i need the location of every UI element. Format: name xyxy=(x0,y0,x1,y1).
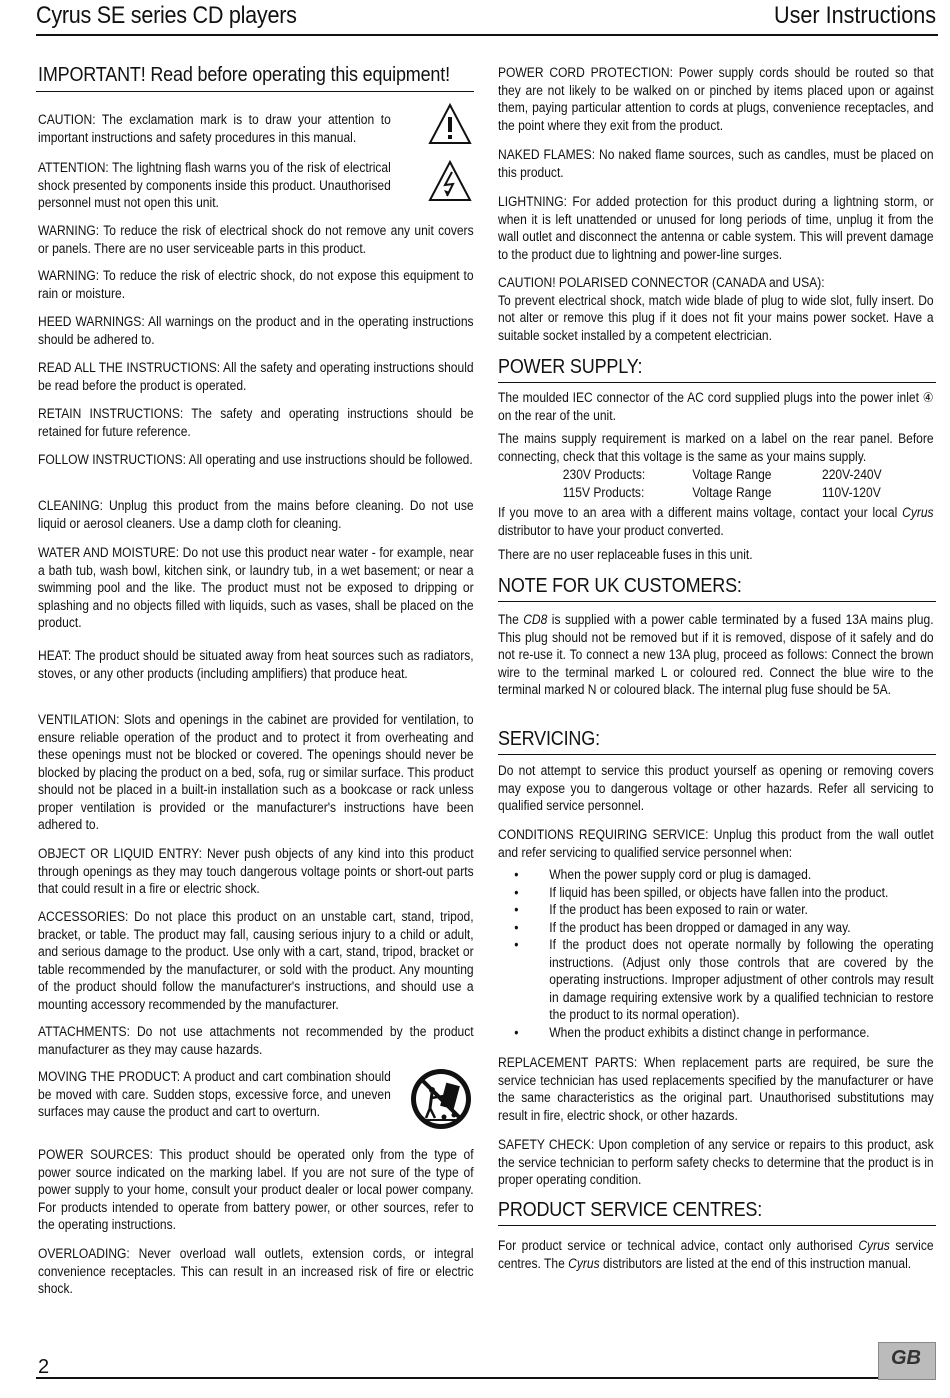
power-supply-heading: POWER SUPPLY: xyxy=(498,356,643,378)
attachments-text: ATTACHMENTS: Do not use attachments not recommended by the product manufacturer as they may cause hazards. xyxy=(38,1024,474,1057)
caution-text: CAUTION: The exclamation mark is to draw your attention to important instructions and safety procedures in this manual. xyxy=(38,112,391,145)
cleaning-text: CLEANING: Unplug this product from the mains before cleaning. Do not use liquid or aerosol cleaners. Use a damp cloth for cleaning. xyxy=(38,498,474,531)
ventilation-text: VENTILATION: Slots and openings in the cabinet are provided for ventilation, to ensure reliable operation of the product and to protect it from overheating and these openings must not be blocked or covered. The openings should never be blocked by placing the product on a bed, sofa, rug or similar surface. This product should not be placed in a built-in installation such as a bookcase or rack unless proper ventilation is provided or the manufacturer's instructions have been adhered to. xyxy=(38,712,474,832)
power-sources-text: POWER SOURCES: This product should be operated only from the type of power source indicated on the marking label. If you are not sure of the type of power supply to your home, consult your product dealer or local power company. For products intended to operate from battery power, or other sources, refer to the operating instructions. xyxy=(38,1147,474,1232)
fuses-text: There are no user replaceable fuses in this unit. xyxy=(498,547,753,562)
naked-flames-text: NAKED FLAMES: No naked flame sources, such as candles, must be placed on this product. xyxy=(498,147,934,180)
uk-text-a: The xyxy=(498,612,519,627)
object-entry-text: OBJECT OR LIQUID ENTRY: Never push objects of any kind into this product through openings as they may touch dangerous voltage points or short-out parts that could result in a fire or electric shock. xyxy=(38,846,474,896)
model-name: CD8 xyxy=(523,612,548,627)
uk-customers-heading: NOTE FOR UK CUSTOMERS: xyxy=(498,575,742,597)
inlet-text-a: The moulded IEC connector of the AC cord supplied plugs into the power inlet xyxy=(498,390,919,405)
follow-instructions-text: FOLLOW INSTRUCTIONS: All operating and use instructions should be followed. xyxy=(38,452,473,467)
lightning-triangle-icon xyxy=(428,160,472,202)
overloading-text: OVERLOADING: Never overload wall outlets, extension cords, or integral convenience receptacles. This can result in an increased risk of fire or electric shock. xyxy=(38,1246,474,1296)
centres-text-b: service centres. The xyxy=(498,1238,934,1271)
lightning-text: LIGHTNING: For added protection for this product during a lightning storm, or when it is left unattended or unused for long periods of time, unplug it from the wall outlet and disconnect the antenna or cable system. This will prevent damage to the product due to lightning and power-line surges. xyxy=(498,194,934,262)
voltage-product: 230V Products: xyxy=(562,467,646,482)
voltage-range: 110V-120V xyxy=(822,484,881,500)
list-item-text: If the product has been exposed to rain or water. xyxy=(549,902,808,917)
voltage-row xyxy=(498,466,934,484)
moving-product-text: MOVING THE PRODUCT: A product and cart combination should be moved with care. Sudden stops, excessive force, and uneven surfaces may cause the product and cart to overturn. xyxy=(38,1069,391,1119)
uk-text-b: is supplied with a power cable terminated by a fused 13A mains plug. This plug should not be removed but if it is removed, dispose of it safely and do not re-use it. To connect a new 13A plug, proceed as follows: Connect the brown wire to the terminal marked L or coloured red. Connect the blue wire to the terminal marked N or coloured black. The internal plug fuse should be 5A. xyxy=(498,612,934,697)
bullet: • xyxy=(514,937,519,952)
footer-rule xyxy=(36,1377,878,1379)
mains-requirement-text: The mains supply requirement is marked on a label on the rear panel. Before connecting, check that this voltage is the same as your mains supply. xyxy=(498,431,934,464)
warning-moisture-text: WARNING: To reduce the risk of electric shock, do not expose this equipment to rain or moisture. xyxy=(38,268,474,301)
list-item xyxy=(498,919,934,937)
polarised-title: CAUTION! POLARISED CONNECTOR (CANADA and USA): xyxy=(498,275,825,290)
warning-covers-text: WARNING: To reduce the risk of electrical shock do not remove any unit covers or panels. There are no user serviceable parts in this product. xyxy=(38,223,474,256)
attention-text: ATTENTION: The lightning flash warns you of the risk of electrical shock presented by components inside this product. Unauthorised personnel must not open this unit. xyxy=(38,160,391,210)
service-centres-heading: PRODUCT SERVICE CENTRES: xyxy=(498,1199,763,1221)
brand-name: Cyrus xyxy=(568,1255,600,1271)
heat-text: HEAT: The product should be situated away from heat sources such as radiators, stoves, or any other products (including amplifiers) that produce heat. xyxy=(38,648,474,681)
voltage-change-b: distributor to have your product converted. xyxy=(498,522,724,538)
list-item xyxy=(498,901,934,919)
list-item xyxy=(498,866,934,884)
uk-plug-text xyxy=(498,611,934,699)
power-inlet-icon: ④ xyxy=(922,390,934,405)
voltage-change-a: If you move to an area with a different mains voltage, contact your local xyxy=(498,505,898,520)
voltage-row xyxy=(498,484,934,502)
servicing-heading: SERVICING: xyxy=(498,728,600,750)
heading-rule xyxy=(36,91,474,92)
replacement-parts-text: REPLACEMENT PARTS: When replacement parts are required, be sure the service technician has used replacements specified by the manufacturer or have the same characteristics as the original part. Unauthorised substitutions may result in fire, electric shock, or other hazards. xyxy=(498,1055,934,1123)
power-cord-text: POWER CORD PROTECTION: Power supply cords should be routed so that they are not likely to be walked on or pinched by items placed upon or against them, paying particular attention to cords at plugs, convenience receptacles, and the point where they exit from the product. xyxy=(498,65,934,133)
servicing-rule xyxy=(498,754,936,755)
voltage-range: 220V-240V xyxy=(822,467,882,482)
important-heading: IMPORTANT! Read before operating this equipment! xyxy=(38,64,450,86)
brand-name: Cyrus xyxy=(858,1238,890,1253)
servicing-text: Do not attempt to service this product yourself as opening or removing covers may expose you to dangerous voltage or other hazards. Refer all servicing to qualified service personnel. xyxy=(498,763,934,813)
header-section: User Instructions xyxy=(773,2,936,29)
list-item-text: If the product has been dropped or damaged in any way. xyxy=(549,919,851,935)
language-tab-label: GB xyxy=(891,1347,921,1369)
bullet: • xyxy=(514,867,519,882)
list-item-text: If the product does not operate normally by following the operating instructions. (Adjust only those controls that are covered by the operating instructions. Improper adjustment of other controls may result in damage requiring extensive work by a qualified technician to restore the product to its normal operation). xyxy=(549,937,934,1022)
conditions-service-text: CONDITIONS REQUIRING SERVICE: Unplug this product from the wall outlet and refer servicing to qualified service personnel when: xyxy=(498,827,934,860)
water-moisture-text: WATER AND MOISTURE: Do not use this product near water - for example, near a bath tub, wash bowl, kitchen sink, or laundry tub, in a wet basement; or near a swimming pool and the like. The product must not be exposed to dripping or splashing and no objects filled with liquids, such as vases, shall be placed on the product. xyxy=(38,545,474,630)
brand-name: Cyrus xyxy=(902,505,934,520)
safety-check-text: SAFETY CHECK: Upon completion of any service or repairs to this product, ask the service technician to perform safety checks to determine that the product is in proper operating condition. xyxy=(498,1137,934,1187)
power-supply-inlet-text xyxy=(498,389,934,424)
centres-rule xyxy=(498,1225,936,1226)
language-tab xyxy=(878,1342,936,1380)
service-conditions-list xyxy=(498,866,934,1041)
exclamation-triangle-icon xyxy=(428,103,472,145)
inlet-text-b: on the rear of the unit. xyxy=(498,407,616,423)
uk-rule xyxy=(498,601,936,602)
list-item-text: When the power supply cord or plug is damaged. xyxy=(549,867,812,882)
list-item xyxy=(498,884,934,902)
bullet: • xyxy=(514,919,519,935)
power-supply-rule xyxy=(498,382,936,383)
retain-instructions-text: RETAIN INSTRUCTIONS: The safety and operating instructions should be retained for future reference. xyxy=(38,406,474,439)
cart-tipover-icon xyxy=(408,1066,474,1132)
heed-warnings-text: HEED WARNINGS: All warnings on the product and in the operating instructions should be adhered to. xyxy=(38,314,474,347)
bullet: • xyxy=(514,902,519,917)
header-title: Cyrus SE series CD players xyxy=(36,2,297,29)
bullet: • xyxy=(514,1024,519,1040)
list-item-text: When the product exhibits a distinct change in performance. xyxy=(549,1024,870,1040)
mains-voltage-change-text xyxy=(498,504,934,539)
centres-text-a: For product service or technical advice, contact only authorised xyxy=(498,1238,853,1253)
page-header xyxy=(36,0,938,36)
polarised-body: To prevent electrical shock, match wide blade of plug to wide slot, fully insert. Do not alter or remove this plug if it does not fit your mains power socket. Have a suitable socket installed by a competent electrician. xyxy=(498,292,934,343)
voltage-table xyxy=(498,466,934,501)
voltage-label: Voltage Range xyxy=(692,467,772,482)
service-centres-text xyxy=(498,1237,934,1272)
voltage-label: Voltage Range xyxy=(692,484,772,500)
bullet: • xyxy=(514,884,519,900)
list-item xyxy=(498,1024,934,1042)
list-item xyxy=(498,936,934,1024)
centres-text-c: distributors are listed at the end of this instruction manual. xyxy=(602,1255,912,1271)
page-number: 2 xyxy=(38,1356,50,1378)
list-item-text: If liquid has been spilled, or objects have fallen into the product. xyxy=(549,884,889,900)
read-instructions-text: READ ALL THE INSTRUCTIONS: All the safety and operating instructions should be read before the product is operated. xyxy=(38,360,474,393)
voltage-product: 115V Products: xyxy=(562,484,645,500)
polarised-connector-block xyxy=(498,274,934,344)
accessories-text: ACCESSORIES: Do not place this product on an unstable cart, stand, tripod, bracket, or table. The product may fall, causing serious injury to a child or adult, and serious damage to the product. Use only with a cart, stand, tripod, bracket or table recommended by the manufacturer, or sold with the product. Any mounting of the product should follow the manufacturer's instructions, and should use a mounting accessory recommended by the manufacturer. xyxy=(38,909,474,1012)
